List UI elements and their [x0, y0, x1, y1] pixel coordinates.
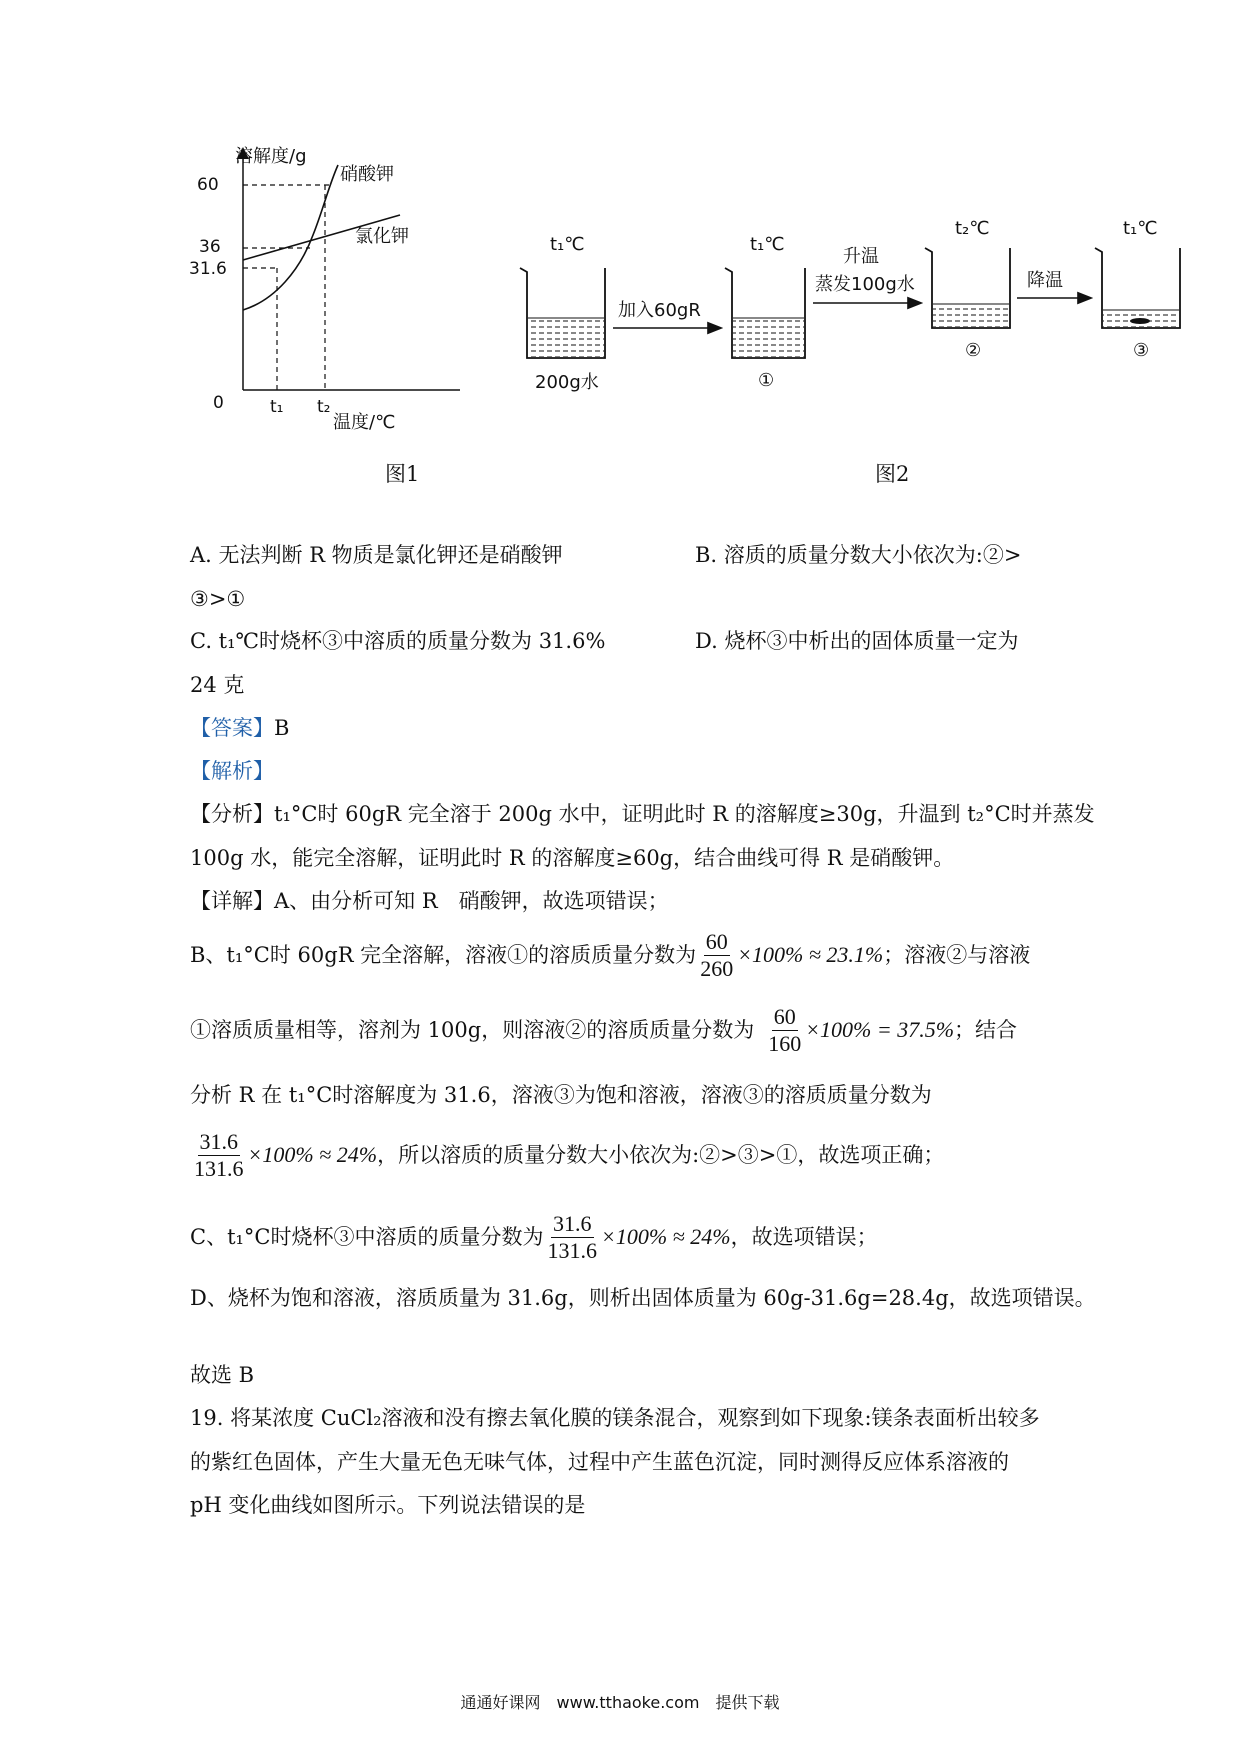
tick-t1: t₁ [270, 397, 284, 417]
xiangjie-b2-pre: ①溶质质量相等，溶剂为 100g，则溶液②的溶质质量分数为 [190, 1018, 755, 1042]
x-axis-label: 温度/℃ [333, 412, 396, 433]
math-expr: ×100% ≈ 23.1% [737, 942, 884, 967]
beaker-1 [725, 268, 805, 358]
frac-num: 60 [705, 928, 728, 954]
solubility-figure [189, 146, 465, 440]
beaker3-label: ③ [1133, 340, 1150, 361]
q19-line3: pH 变化曲线如图所示。下列说法错误的是 [190, 1493, 586, 1517]
option-c: C. t₁℃时烧杯③中溶质的质量分数为 31.6% [190, 629, 606, 653]
xiangjie-b2-line [190, 1000, 1017, 1060]
beaker3-temp: t₁℃ [1123, 218, 1158, 239]
math-expr: ×100% ≈ 24% [247, 1142, 378, 1167]
beaker0-temp: t₁℃ [550, 234, 585, 255]
frac-num: 31.6 [553, 1210, 592, 1236]
frac-num: 60 [773, 1003, 796, 1029]
option-b-cont: ③>① [190, 587, 246, 611]
fraction-31-6-131-6 [192, 1129, 246, 1182]
frac-num: 31.6 [199, 1128, 238, 1154]
beaker-initial [520, 268, 605, 358]
beaker-3 [1095, 248, 1180, 328]
answer-line [190, 713, 289, 743]
arrow3-label: 降温 [1027, 270, 1063, 291]
fenxi-line2: 100g 水，能完全溶解，证明此时 R 的溶解度≥60g，结合曲线可得 R 是硝酸钾。 [190, 846, 955, 870]
tick-t2: t₂ [317, 397, 331, 417]
y-axis-label: 溶解度/g [235, 146, 307, 167]
tick-31-6: 31.6 [189, 259, 227, 279]
answer-tag: 【答案】 [190, 716, 274, 740]
beaker1-label: ① [758, 370, 775, 391]
option-d: D. 烧杯③中析出的固体质量一定为 [695, 629, 1019, 653]
fig2-caption: 图2 [875, 462, 910, 486]
beaker1-temp: t₁℃ [750, 234, 785, 255]
kno3-label: 硝酸钾 [340, 164, 394, 185]
fraction-60-260 [698, 929, 735, 982]
beaker2-temp: t₂℃ [955, 218, 990, 239]
beaker2-label: ② [965, 340, 982, 361]
option-b: B. 溶质的质量分数大小依次为:②> [695, 543, 1022, 567]
xiangjie-b4-line [190, 1125, 944, 1185]
xiangjie-b3: 分析 R 在 t₁°C时溶解度为 31.6，溶液③为饱和溶液，溶液③的溶质质量分数为 [190, 1083, 932, 1107]
beaker-process-figure [515, 218, 1215, 398]
xiangjie-b2-post: ；结合 [954, 1018, 1018, 1042]
precipitate [1130, 318, 1150, 324]
q19-line2: 的紫红色固体，产生大量无色无味气体，过程中产生蓝色沉淀，同时测得反应体系溶液的 [190, 1450, 1009, 1474]
conclusion: 故选 B [190, 1363, 255, 1387]
arrow2-line1: 升温 [843, 246, 879, 267]
option-a: A. 无法判断 R 物质是氯化钾还是硝酸钾 [190, 543, 563, 567]
origin-label: 0 [213, 393, 224, 413]
arrow1-label: 加入60gR [618, 300, 701, 321]
beaker-2 [925, 248, 1010, 328]
frac-den: 160 [768, 1030, 802, 1056]
xiangjie-a: 【详解】A、由分析可知 R 硝酸钾，故选项错误； [190, 889, 669, 913]
xiangjie-d: D、烧杯为饱和溶液，溶质质量为 31.6g，则析出固体质量为 60g-31.6g=28.4g，故选项错误。 [190, 1286, 1096, 1310]
fraction-60-160 [766, 1004, 803, 1057]
beaker0-label: 200g水 [535, 372, 599, 393]
xiangjie-b-pre: B、t₁°C时 60gR 完全溶解，溶液①的溶质质量分数为 [190, 943, 697, 967]
xiangjie-c-post: ，故选项错误； [730, 1225, 878, 1249]
q19-line1: 19. 将某浓度 CuCl₂溶液和没有擦去氧化膜的镁条混合，观察到如下现象:镁条表面析出较多 [190, 1406, 1040, 1430]
xiangjie-c-line [190, 1207, 878, 1267]
tick-36: 36 [199, 237, 221, 257]
tick-60: 60 [197, 175, 219, 195]
fraction-c [546, 1211, 600, 1264]
fig1-caption: 图1 [385, 462, 420, 486]
math-expr: ×100% = 37.5% [805, 1017, 955, 1042]
arrow2-line2: 蒸发100g水 [815, 274, 915, 295]
xiangjie-b-line [190, 925, 1030, 985]
frac-den: 131.6 [194, 1155, 244, 1181]
answer-value: B [274, 716, 290, 740]
option-d-cont: 24 克 [190, 673, 245, 697]
frac-den: 131.6 [547, 1237, 597, 1263]
xiangjie-b4-post: ，所以溶质的质量分数大小依次为:②>③>①，故选项正确； [377, 1143, 945, 1167]
frac-den: 260 [700, 955, 734, 981]
analysis-tag: 【解析】 [190, 759, 274, 783]
fenxi-line1: 【分析】t₁°C时 60gR 完全溶于 200g 水中，证明此时 R 的溶解度≥30g，升温到 t₂°C时并蒸发 [190, 802, 1095, 826]
math-expr: ×100% ≈ 24% [601, 1224, 731, 1249]
kcl-label: 氯化钾 [355, 226, 409, 247]
xiangjie-b-post: ；溶液②与溶液 [883, 943, 1031, 967]
footer: 通通好课网 www.tthaoke.com 提供下载 [460, 1693, 780, 1712]
xiangjie-c-pre: C、t₁°C时烧杯③中溶质的质量分数为 [190, 1225, 544, 1249]
